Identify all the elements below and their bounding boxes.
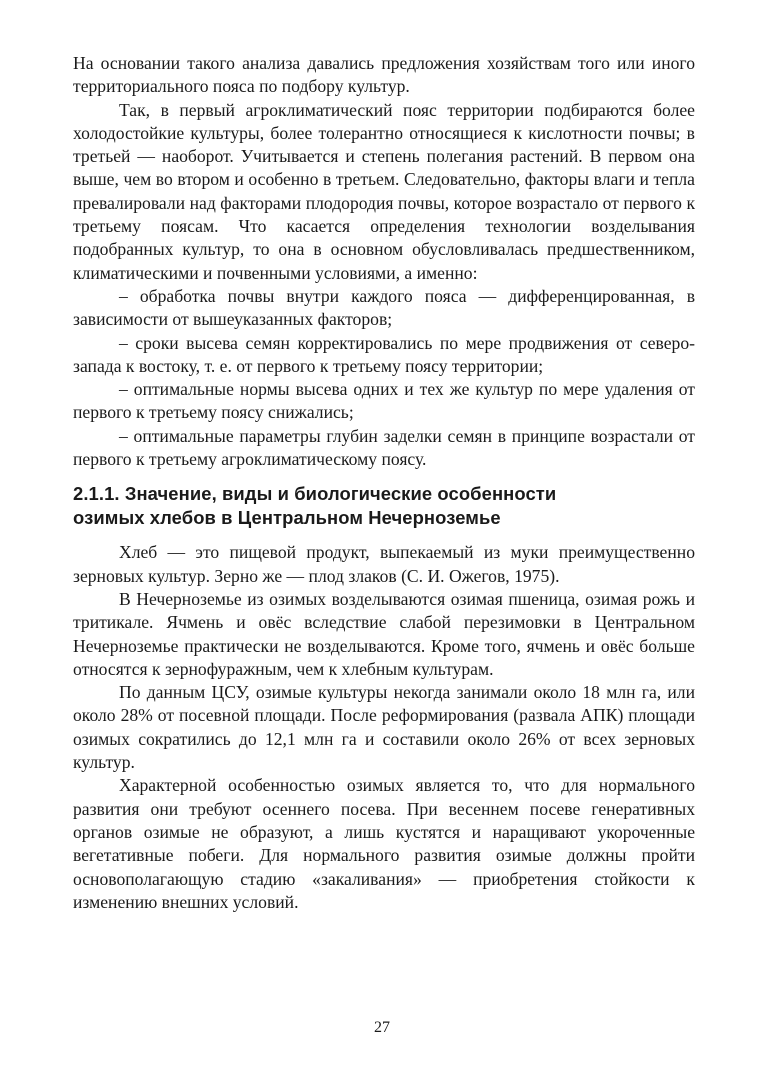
paragraph-bread-definition: Хлеб — это пищевой продукт, выпекаемый из муки преимущественно зерновых культур. Зерно же — плод злаков (С. И. Ожегов, 1975).	[73, 542, 695, 586]
paragraph-winter-crops: В Нечерноземье из озимых возделываются озимая пшеница, озимая рожь и тритикале. Ячмень и овёс вследствие слабой перезимовки в Центральном Нечерноземье практически не возделываются. Кроме того, ячмень и овёс больше относятся к зернофуражным, чем к хлебным культурам.	[73, 588, 695, 679]
section-heading	[73, 482, 695, 529]
paragraph-characteristics: Характерной особенностью озимых является то, что для нормального развития они требуют осеннего посева. При весеннем посеве генеративных органов озимые не образуют, а лишь кустятся и наращивают укороченные вегетативные побеги. Для нормального развития озимые должны пройти основополагающую стадию «закаливания» — приобретения стойкости к изменению внешних условий.	[73, 775, 695, 912]
list-item-tillage: – обработка почвы внутри каждого пояса — дифференцированная, в зависимости от вышеуказанных факторов;	[73, 285, 695, 330]
list-item-sowing-dates: – сроки высева семян корректировались по мере продвижения от северо-запада к востоку, т. е. от первого к третьему поясу территории;	[73, 332, 695, 376]
section-heading-line-1: 2.1.1. Значение, виды и биологические особенности	[73, 483, 557, 505]
list-item-seeding-rates: – оптимальные нормы высева одних и тех же культур по мере удаления от первого к третьему поясу снижались;	[73, 379, 695, 423]
paragraph-zones: Так, в первый агроклиматический пояс территории подбираются более холодостойкие культуры, более толерантно относящиеся к кислотности почвы; в третьей — наоборот. Учитывается и степень полегания растений. В первом она выше, чем во втором и особенно в третьем. Следовательно, факторы влаги и тепла превалировали над факторами плодородия почвы, которое возрастало от первого к третьему поясам. Что касается определения технологии возделывания подобранных культур, то она в основном обусловливалась предшественником, климатическими и почвенными условиями, а именно:	[73, 99, 695, 283]
section-heading-line-2: озимых хлебов в Центральном Нечерноземье	[73, 506, 501, 528]
page-content	[73, 52, 695, 914]
paragraph-statistics: По данным ЦСУ, озимые культуры некогда занимали около 18 млн га, или около 28% от посевной площади. После реформирования (развала АПК) площади озимых сократились до 12,1 млн га и составили около 26% от всех зерновых культур.	[73, 682, 695, 773]
page-number: 27	[374, 1019, 390, 1036]
paragraph-intro: На основании такого анализа давались предложения хозяйствам того или иного территориального пояса по подбору культур.	[73, 53, 695, 97]
list-item-seeding-depth: – оптимальные параметры глубин заделки семян в принципе возрастали от первого к третьему агроклиматическому поясу.	[73, 425, 695, 470]
